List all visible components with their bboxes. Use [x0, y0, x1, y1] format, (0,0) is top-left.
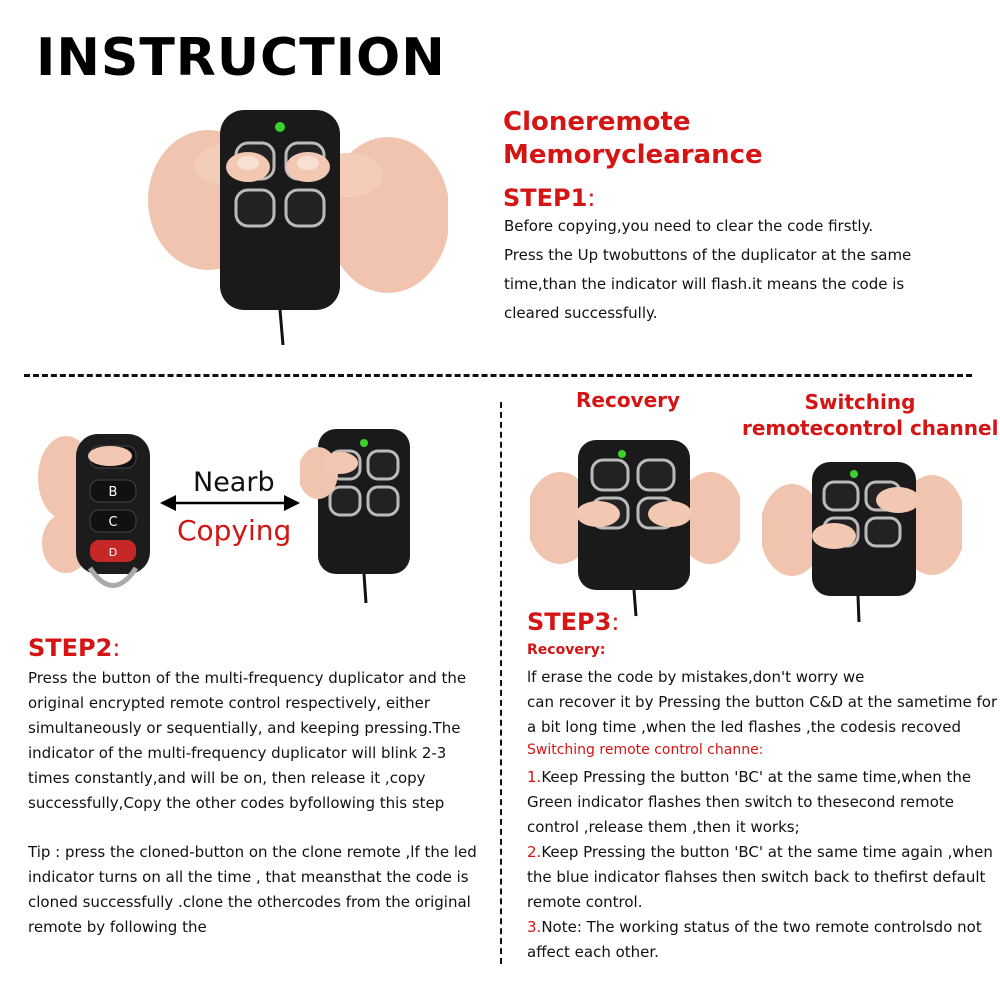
step-line: Green indicator flashes then switch to thesecond remote [527, 793, 954, 811]
step1-label [503, 184, 595, 212]
tip-line: cloned successfully .clone the othercodes from the original [28, 893, 471, 911]
step1-line: Press the Up twobuttons of the duplicator at the same [504, 246, 912, 264]
step-number: 3. [527, 918, 542, 936]
svg-text:D: D [108, 546, 118, 559]
switching-label-line-1: Switching [804, 390, 916, 414]
step2-text: STEP2 [28, 634, 113, 662]
section1-heading [503, 106, 763, 172]
copying-label: Copying [177, 514, 292, 547]
heading-line-1: Cloneremote [503, 107, 691, 137]
tip-line: indicator turns on all the time , that meansthat the code is [28, 868, 469, 886]
step-line: affect each other. [527, 943, 659, 961]
switching-illustration [762, 460, 962, 625]
switching-step-1 [527, 765, 993, 790]
step2-line: successfully,Copy the other codes byfollowing this step [28, 794, 445, 812]
step1-line: cleared successfully. [504, 304, 658, 322]
step2-tip [28, 840, 477, 940]
tip-line: remote by following the [28, 918, 207, 936]
recovery-subheading: Recovery: [527, 642, 606, 658]
clear-memory-illustration [148, 105, 448, 350]
svg-text:C: C [108, 515, 118, 530]
recovery-illustration [530, 438, 740, 618]
step-line: remote control. [527, 893, 643, 911]
svg-text:B: B [108, 485, 118, 500]
step1-line: time,than the indicator will flash.it means the code is [504, 275, 905, 293]
step1-colon: : [587, 184, 596, 212]
recovery-body [527, 665, 997, 740]
step-number: 1. [527, 768, 542, 786]
switching-steps [527, 765, 993, 965]
recovery-line: can recover it by Pressing the button C&D at the sametime for [527, 693, 998, 711]
recovery-image-label: Recovery [576, 388, 681, 412]
step3-text: STEP3 [527, 608, 612, 636]
step-line: control ,release them ,then it works; [527, 818, 800, 836]
step2-label [28, 634, 120, 662]
step-line: Note: The working status of the two remote controlsdo not [541, 918, 982, 936]
page-title: INSTRUCTION [36, 28, 446, 88]
step2-line: Press the button of the multi-frequency duplicator and the [28, 669, 467, 687]
step2-line: original encrypted remote control respectively, either [28, 694, 431, 712]
section-divider [24, 374, 972, 377]
step-line: the blue indicator flahses then switch back to thefirst default [527, 868, 986, 886]
step2-body [28, 666, 466, 816]
switching-subheading: Switching remote control channe: [527, 742, 764, 758]
step1-text: STEP1 [503, 184, 588, 212]
step-line: Keep Pressing the button 'BC' at the same time,when the [541, 768, 972, 786]
switching-step-2 [527, 840, 993, 865]
heading-line-2: Memoryclearance [503, 140, 763, 170]
step-line: Keep Pressing the button 'BC' at the same time again ,when [541, 843, 993, 861]
step2-line: times constantly,and will be on, then release it ,copy [28, 769, 426, 787]
recovery-line: a bit long time ,when the led flashes ,the codesis recoved [527, 718, 961, 736]
step3-label [527, 608, 619, 636]
duplicator-illustration [300, 425, 430, 605]
step3-colon: : [611, 608, 620, 636]
switching-image-label [742, 389, 999, 441]
nearby-label: Nearb [193, 467, 275, 498]
switching-label-line-2: remotecontrol channel [742, 416, 999, 440]
step-number: 2. [527, 843, 542, 861]
original-remote-illustration [38, 428, 163, 608]
step2-line: indicator of the multi-frequency duplicator will blink 2-3 [28, 744, 447, 762]
recovery-line: lf erase the code by mistakes,don't worry we [527, 668, 865, 686]
step1-line: Before copying,you need to clear the code firstly. [504, 217, 874, 235]
switching-step-3 [527, 915, 993, 940]
column-divider [500, 402, 502, 964]
tip-line: Tip : press the cloned-button on the clone remote ,lf the led [28, 843, 477, 861]
step2-colon: : [112, 634, 121, 662]
step2-line: simultaneously or sequentially, and keeping pressing.The [28, 719, 461, 737]
step1-body [504, 212, 911, 328]
